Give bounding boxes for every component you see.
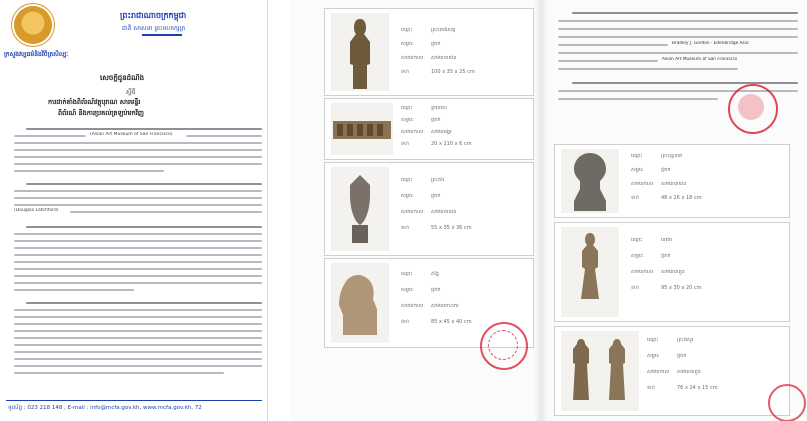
artifact-material: ថ្មភក់ xyxy=(661,253,671,259)
artifact-period: សម័យអង្គរ xyxy=(431,129,452,135)
artifact-name: ព្រះពោធិសត្វ xyxy=(431,27,456,33)
field-label: សម័យកាល xyxy=(401,55,424,61)
field-label: សម័យកាល xyxy=(401,129,424,135)
artifact-period: សម័យបាយ័ន xyxy=(661,181,687,187)
artifact-name: ព្រះ​ឥសូរ xyxy=(677,337,694,343)
artifact-photo-2 xyxy=(331,103,393,155)
artifact-name: ព្រះពុទ្ធនាគ xyxy=(661,153,683,159)
field-label: សម្ភារៈ xyxy=(631,253,644,259)
artifact-material: ថ្មភក់ xyxy=(661,167,671,173)
artifact-card-5 xyxy=(554,144,790,218)
official-letter-page xyxy=(0,0,268,421)
field-label: ឈ្មោះ xyxy=(401,105,413,111)
artifact-card-2 xyxy=(324,98,534,160)
ministry-logo xyxy=(14,6,52,44)
page-fold xyxy=(534,0,548,421)
museum-name-en: (Asian Art Museum of San Francisco) xyxy=(90,132,173,137)
field-label: ឈ្មោះ xyxy=(647,337,659,343)
field-label: សម័យកាល xyxy=(631,269,654,275)
artifact-size: 76 x 24 x 15 cm xyxy=(677,385,718,391)
cover-letter-en-2: Asian Art Museum of San Francisco xyxy=(662,57,738,62)
artifact-size: 48 x 26 x 18 cm xyxy=(661,195,702,201)
field-label: សម្ភារៈ xyxy=(401,117,414,123)
official-seal-stamp-2 xyxy=(768,384,806,421)
artifact-card-6 xyxy=(554,222,790,322)
artifact-material: ថ្មភក់ xyxy=(431,41,441,47)
artifact-period: សម័យបាពួន xyxy=(661,269,685,275)
artifact-period: សម័យបាយ័ន xyxy=(431,55,457,61)
field-label: ឈ្មោះ xyxy=(631,237,643,243)
artifact-size: 100 x 35 x 25 cm xyxy=(431,69,475,75)
artifact-photo-6 xyxy=(561,227,619,317)
footer-website: www.mcfa.gov.kh, xyxy=(143,405,194,411)
artifact-name: ទ្វារបាល xyxy=(431,105,447,111)
artifact-size: 95 x 30 x 20 cm xyxy=(661,285,702,291)
artifact-photo-1 xyxy=(331,13,389,91)
doc-number: សេចក្តីជូនដំណឹង xyxy=(100,74,145,82)
field-label: ឈ្មោះ xyxy=(401,177,413,183)
field-label: សម្ភារៈ xyxy=(401,287,414,293)
field-label: សម័យកាល xyxy=(401,303,424,309)
footer-email: E-mail : info@mcfa.gov.kh, xyxy=(67,405,142,411)
artifact-name: ទេវតា xyxy=(661,237,673,243)
field-label: សម្ភារៈ xyxy=(401,193,414,199)
artifact-photo-5 xyxy=(561,149,619,213)
subject-line2: ពិព័រណ៍ និងការប្រគល់ត្រឡប់មកវិញ xyxy=(58,109,144,117)
official-seal-stamp-inner xyxy=(488,330,518,360)
header-flourish xyxy=(142,34,182,36)
field-label: ទំហំ xyxy=(631,195,639,201)
artifact-size: 55 x 35 x 36 cm xyxy=(431,225,472,231)
artifact-material: ថ្មភក់ xyxy=(431,287,441,293)
artifact-material: ថ្មភក់ xyxy=(431,117,441,123)
subject-line1: ការដាក់តាំងពិព័រណ៍វត្ថុបុរាណ សារមន្ទីរ xyxy=(48,98,141,106)
artifact-spread xyxy=(290,0,807,421)
artifact-card-1 xyxy=(324,8,534,96)
artifact-card-3 xyxy=(324,162,534,256)
ministry-name: ក្រសួងវប្បធម៌និងវិចិត្រសិល្បៈ xyxy=(4,51,69,58)
footer-divider xyxy=(6,400,262,401)
field-label: ទំហំ xyxy=(401,69,409,75)
footer-phone-label: ទូរស័ព្ទ xyxy=(8,405,22,411)
person-name-en: (Douglas Latchford) xyxy=(14,208,59,213)
artifact-card-7 xyxy=(554,326,790,416)
field-label: សម័យកាល xyxy=(631,181,654,187)
footer-page: 72 xyxy=(194,405,202,411)
field-label: ឈ្មោះ xyxy=(631,153,643,159)
field-label: ឈ្មោះ xyxy=(401,271,413,277)
header-line1: ព្រះរាជាណាចក្រកម្ពុជា xyxy=(120,11,187,20)
artifact-material: ថ្មភក់ xyxy=(431,193,441,199)
field-label: សម្ភារៈ xyxy=(631,167,644,173)
artifact-period: សម័យបាយ័ន xyxy=(431,209,457,215)
artifact-size: 85 x 45 x 40 cm xyxy=(431,319,472,325)
field-label: ទំហំ xyxy=(401,319,409,325)
artifact-size: 20 x 110 x 6 cm xyxy=(431,141,472,147)
field-label: សម័យកាល xyxy=(647,369,670,375)
field-label: ទំហំ xyxy=(647,385,655,391)
artifact-photo-3 xyxy=(331,167,389,251)
header-line2: ជាតិ សាសនា ព្រះមហាក្សត្រ xyxy=(122,25,186,32)
field-label: ទំហំ xyxy=(401,225,409,231)
artifact-name: សិង្ហ xyxy=(431,271,439,277)
artifact-name: ព្រះសិរ xyxy=(431,177,445,183)
cover-letter xyxy=(552,6,802,136)
artifact-period: សម័យបាពួន xyxy=(677,369,701,375)
field-label: សម័យកាល xyxy=(401,209,424,215)
artifact-material: ថ្មភក់ xyxy=(677,353,687,359)
subject-about: ស្តីពី xyxy=(126,89,136,96)
field-label: សម្ភារៈ xyxy=(401,41,414,47)
field-label: ទំហំ xyxy=(631,285,639,291)
artifact-photo-4 xyxy=(331,263,389,343)
artifact-photo-7 xyxy=(561,331,639,411)
footer-phone: 023 218 148 xyxy=(27,405,63,411)
artifact-period: សម័យកោះកេរ xyxy=(431,303,459,309)
cover-letter-en-1: Bradley J. Gordon · Edenbridge Asia xyxy=(672,41,749,46)
field-label: សម្ភារៈ xyxy=(647,353,660,359)
field-label: ឈ្មោះ xyxy=(401,27,413,33)
footer: ទូរស័ព្ទ : 023 218 148 , E-mail : info@mcfa.gov.kh, www.mcfa.gov.kh, 72 xyxy=(8,405,202,411)
field-label: ទំហំ xyxy=(401,141,409,147)
signature-seal-inner xyxy=(738,94,764,120)
